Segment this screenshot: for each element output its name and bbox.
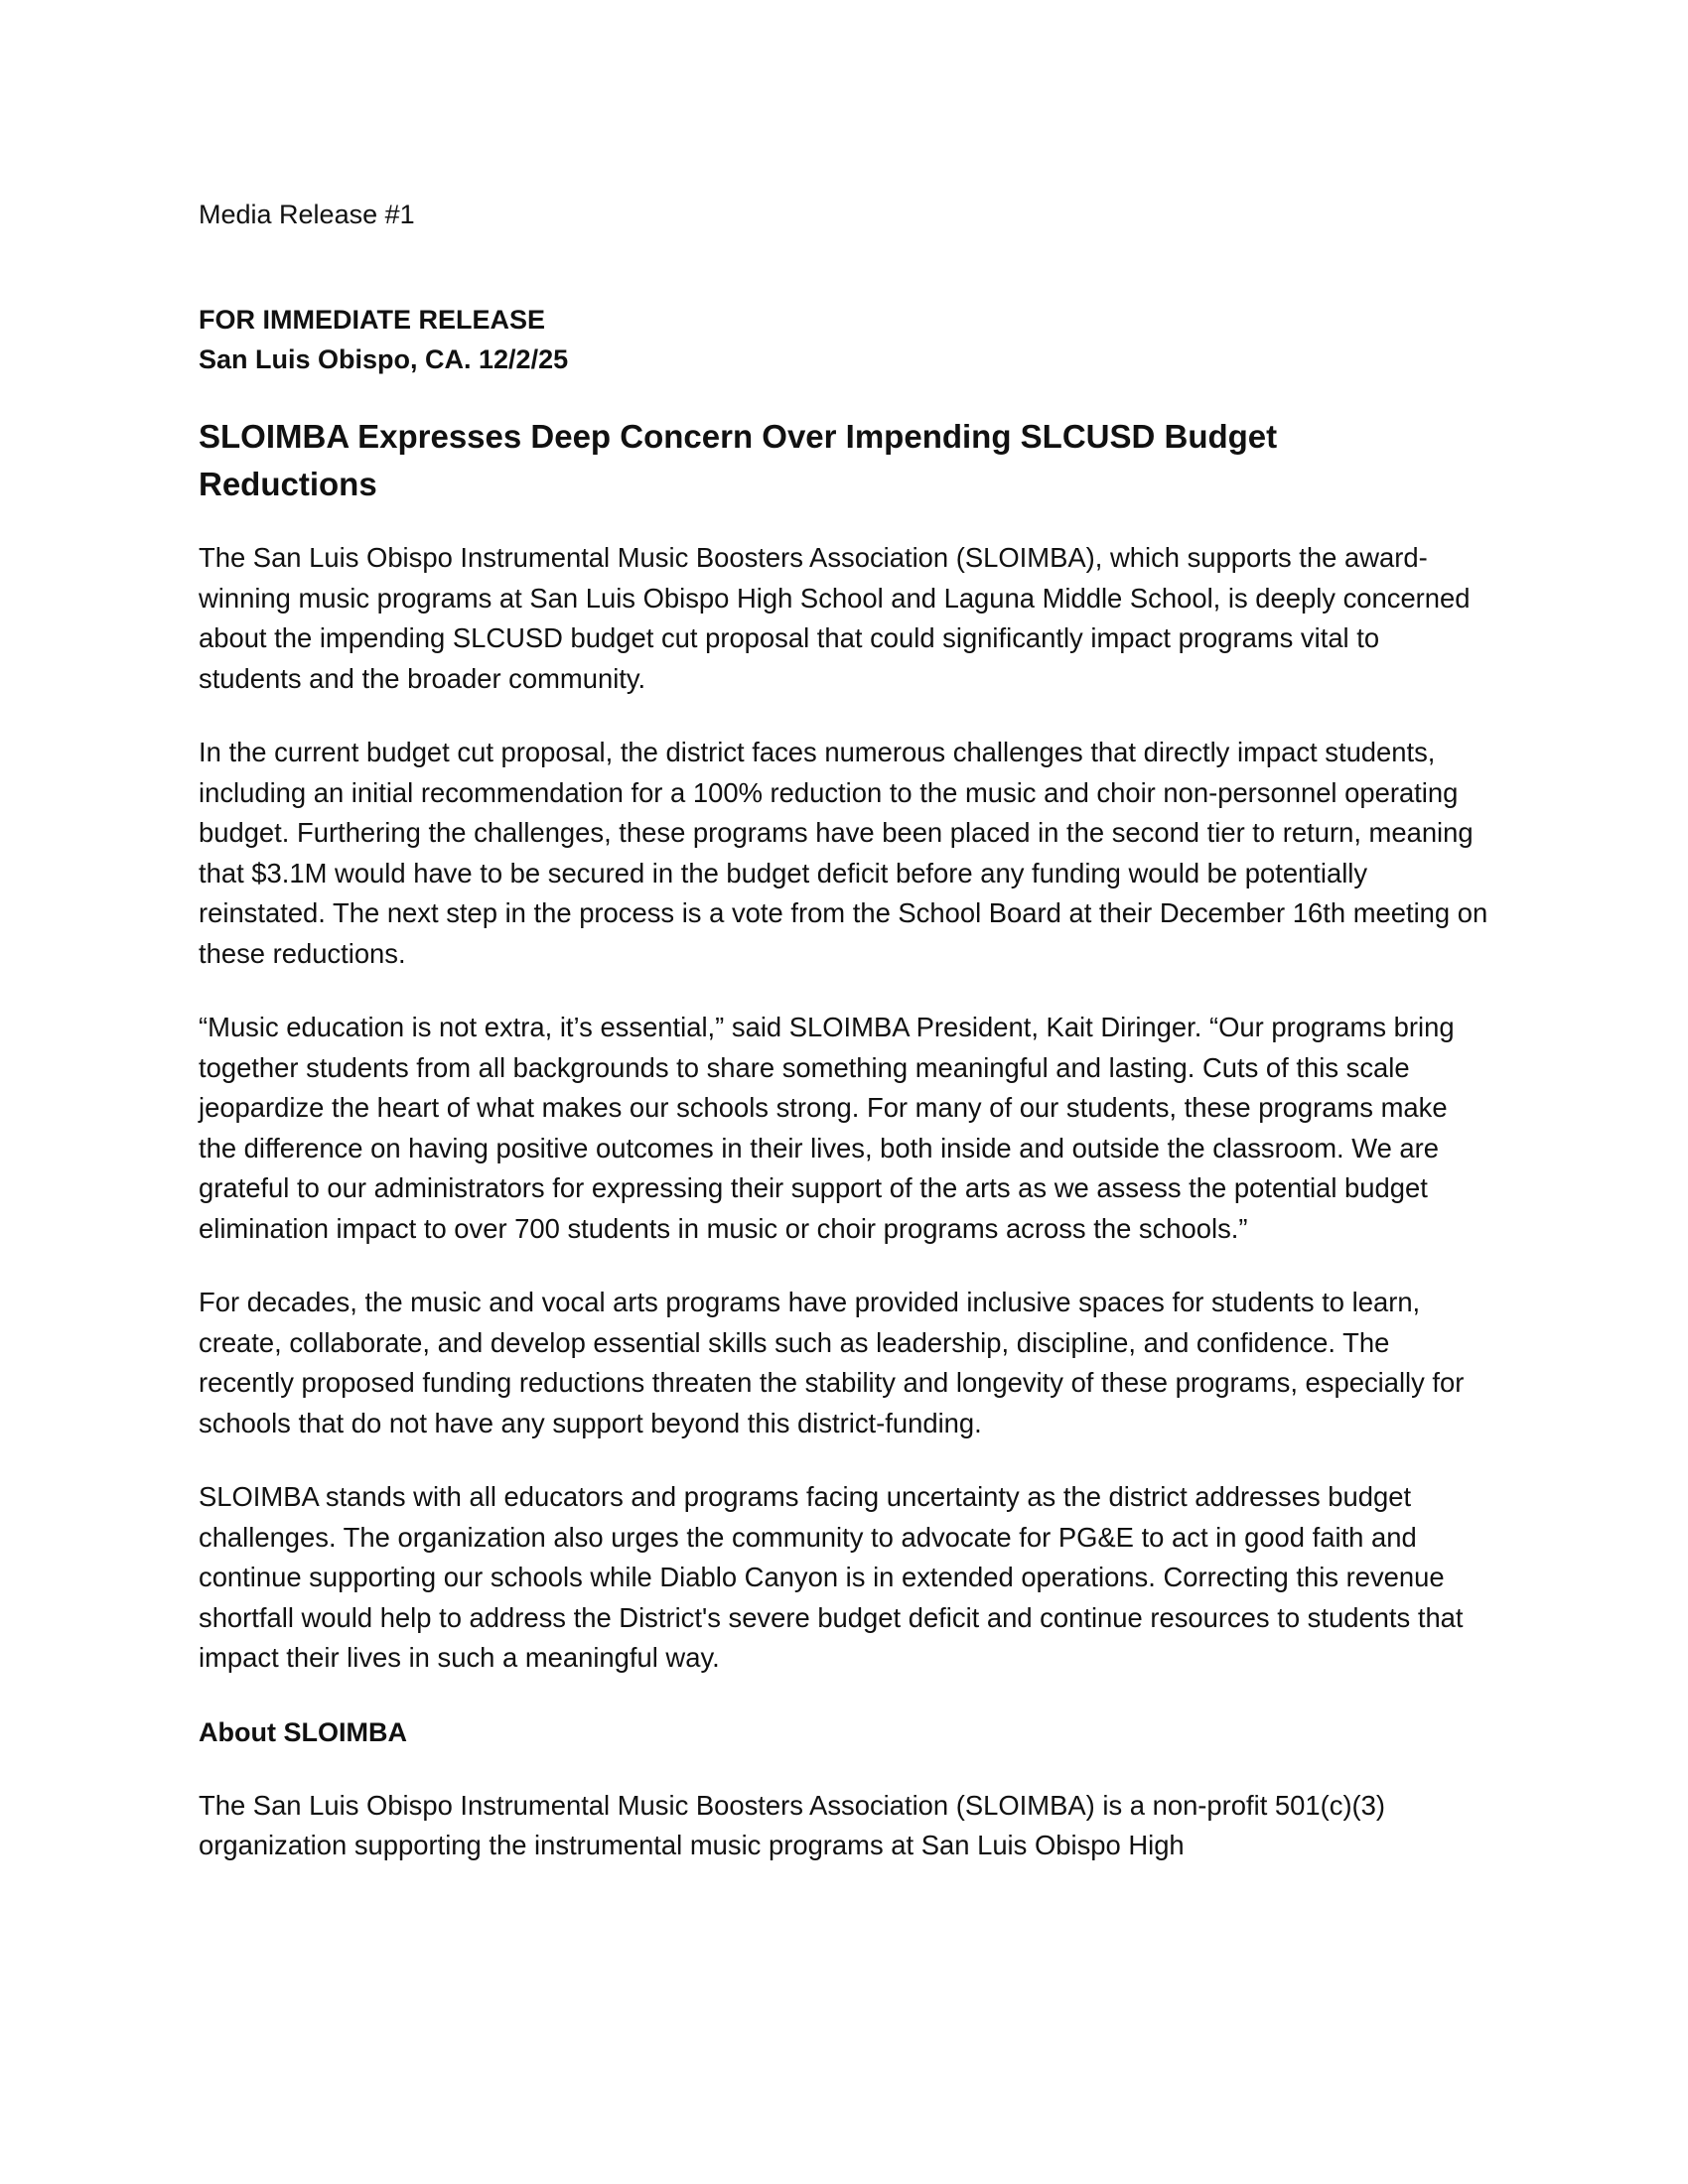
- program-history-paragraph: For decades, the music and vocal arts programs have provided inclusive spaces for students to learn, create, collaborate, and develop essential skills such as leadership, discipline, and confidence. The recently proposed funding reductions threaten the stability and longevity of these programs, especially for schools that do not have any support beyond this district-funding.: [199, 1287, 1465, 1438]
- release-status: FOR IMMEDIATE RELEASE: [199, 305, 546, 335]
- budget-proposal-paragraph: In the current budget cut proposal, the district faces numerous challenges that directly impact students, including an initial recommendation for a 100% reduction to the music and choir non-personnel operating budget. Furthering the challenges, these programs have been placed in the second tier to return, meaning that $3.1M would have to be secured in the budget deficit before any funding would be potentially reinstated. The next step in the process is a vote from the School Board at their December 16th meeting on these reductions.: [199, 737, 1488, 969]
- advocacy-paragraph: SLOIMBA stands with all educators and programs facing uncertainty as the district addresses budget challenges. The organization also urges the community to advocate for PG&E to act in good faith and continue supporting our schools while Diablo Canyon is in extended operations. Correcting this revenue shortfall would help to address the District's severe budget deficit and continue resources to students that impact their lives in such a meaningful way.: [199, 1481, 1464, 1673]
- headline: SLOIMBA Expresses Deep Concern Over Impending SLCUSD Budget Reductions: [199, 418, 1278, 502]
- document-content: [199, 195, 1489, 1866]
- dateline: San Luis Obispo, CA. 12/2/25: [199, 344, 569, 374]
- about-paragraph: The San Luis Obispo Instrumental Music Boosters Association (SLOIMBA) is a non-profit 501(c)(3) organization supporting the instrumental music programs at San Luis Obispo High: [199, 1789, 1386, 1860]
- about-heading: About SLOIMBA: [199, 1716, 407, 1747]
- release-meta: [199, 300, 1489, 379]
- president-quote-paragraph: “Music education is not extra, it’s essential,” said SLOIMBA President, Kait Diringer. “Our programs bring together students from all backgrounds to share something meaningful and lasting. Cuts of this scale jeopardize the heart of what makes our schools strong. For many of our students, these programs make the difference on having positive outcomes in their lives, both inside and outside the classroom. We are grateful to our administrators for expressing their support of the arts as we assess the potential budget elimination impact to over 700 students in music or choir programs across the schools.”: [199, 1012, 1455, 1244]
- release-number: Media Release #1: [199, 200, 415, 229]
- intro-paragraph: The San Luis Obispo Instrumental Music Boosters Association (SLOIMBA), which supports the award-winning music programs at San Luis Obispo High School and Laguna Middle School, is deeply concerned about the impending SLCUSD budget cut proposal that could significantly impact programs vital to students and the broader community.: [199, 542, 1471, 694]
